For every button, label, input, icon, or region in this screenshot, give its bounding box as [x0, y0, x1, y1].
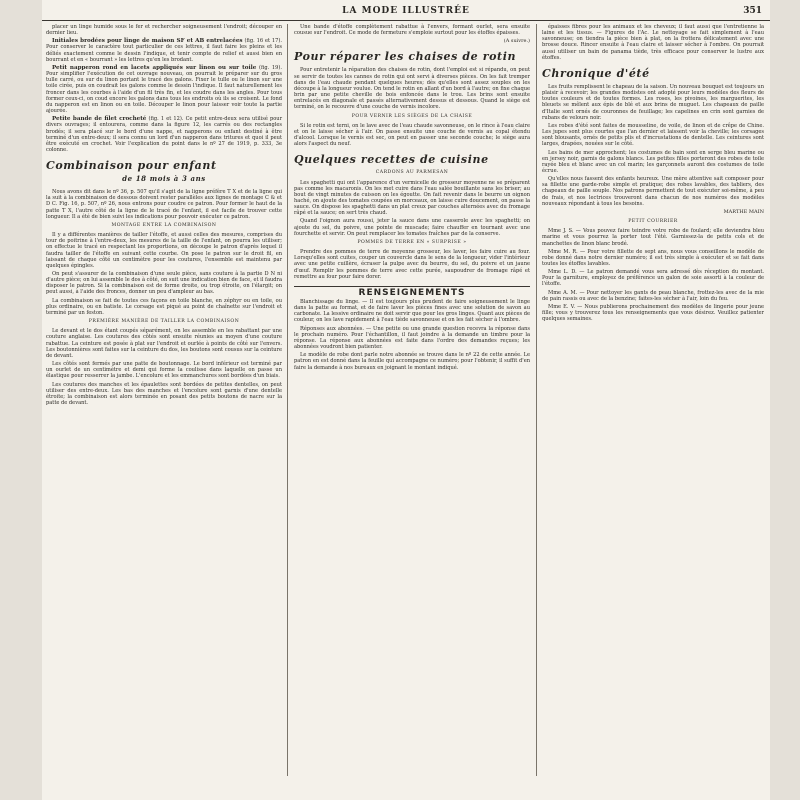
paragraph-text: Ce petit entre-deux sera utilisé pour divers ouvrages; il entourera, comme dans la figure 12, les carrés ou des rectangles brodés; il sera placé sur le bord d'une nappe, et napperons ou enfant destiné à être terminé d'un entre-deux; il sera connu un lord d'un napperon dans tritures et quoi il peut être exécuté en crochet. Voir l'explication du point dans le nº 27 de 1919, p. 333, 3e colonne. [46, 116, 283, 153]
subheading: MONTAGE ENTRE LA COMBINAISON [111, 222, 217, 228]
paragraph: Les bains de mer approchent; les costumes de bain sont en serge bleu marine ou en jersey noir, garnis de galons blancs. Les petites filles porteront des robes de toile rayée bleu et blanc avec un col marin; les garçonnets auront des costumes de toile écrue. [542, 149, 764, 174]
column-divider [536, 24, 537, 776]
section-lead: Petit napperon rond en lacets appliqués sur linon ou sur toile [52, 64, 257, 71]
article-title: Chronique d'été [542, 66, 650, 80]
paragraph: Mme L. D. — Le patron demandé vous sera adressé dès réception du montant. Pour la garniture, employez de préférence un galon de soie assorti à la couleur de l'étoffe. [542, 269, 764, 288]
article-title-line: de 18 mois à 3 ans [122, 174, 206, 184]
paragraph: Réponses aux abonnées. — Une petite ou une grande question recevra la réponse dans le prochain numéro. Pour l'échantillon, il faut joindre à la demande un timbre pour la réponse. La réponse aux abonnées est faite dans l'ordre des demandes reçues; les abonnées voudront bien patienter. [294, 325, 530, 351]
paragraph: La combinaison se fait de toutes ces façons en toile blanche, en zéphyr ou en toile, ou plus ordinaire, ou en batiste. Le corsage est piqué au point de chaînette sur l'endroit et terminé par un feston. [46, 297, 282, 316]
section-heading: RENSEIGNEMENTS [294, 286, 530, 296]
article-title: Quelques recettes de cuisine [294, 153, 489, 167]
section-lead: Petite bande de filet crocheté [52, 116, 147, 123]
paragraph: Les coutures des manches et les épaulettes sont bordées de petites dentelles, on peut utiliser des entre-deux. Les bas des manches et l'encolure sont garnis d'une dentelle étroite; la combinaison est alors terminée en posant des petits boutons de nacre sur la patte de devant. [46, 381, 282, 406]
paragraph [46, 116, 282, 153]
paragraph: Mme A. M. — Pour nettoyer les gants de peau blanche, frottez-les avec de la mie de pain rassis ou avec de la benzine; faites-les sécher à l'air, loin du feu. [542, 289, 764, 302]
paragraph [46, 65, 282, 114]
subheading: CARDONS AU PARMESAN [375, 170, 449, 176]
newspaper-page [42, 0, 770, 800]
subheading: POMMES DE TERRE EN « SURPRISE » [357, 239, 467, 245]
paragraph: Une bande d'étoffe complètement rabattue à l'envers, formant ourlet, sera ensuite cousue sur l'endroit. Ce mode de fermeture s'emploie surtout pour les étoffes épaisses. [294, 24, 530, 37]
paragraph: Nous avons dit dans le nº 36, p. 507 qu'il s'agit de la ligne préfère T X et de la ligne qui la suit à la combinaison de dessous doivent rester parallèles aux lignes de montage C & et D C. Fig. 16, p. 507, nº 26, nous entrons pour coudre ce patron. Pour former le haut de la patte T X, l'autre côté de la ligne de le tracé de l'enfant, il est facile de trouver cette longueur. Il a été de bien suivi les indications pour pouvoir exécuter ce patron. [46, 189, 282, 220]
figure-ref: (fig. 16 et 17). [244, 38, 282, 45]
subheading: PREMIÈRE MANIÈRE DE TAILLER LA COMBINAISON [88, 319, 240, 325]
column-1 [46, 24, 282, 408]
article-title-line: Combinaison pour enfant [46, 159, 217, 173]
masthead: LA MODE ILLUSTRÉE [342, 6, 470, 16]
paragraph-text: Pour conserver le caractère tout particulier de ces lettres, il faut faire les pleins et les déliés exactement comme le dessin l'indique, et tenir compte de relief et aussi bien en bourrant et en « bourrant » les lettres qu'en les brodant. [46, 44, 282, 63]
paragraph: Prendre des pommes de terre de moyenne grosseur, les laver, les faire cuire au four. Lorsqu'elles sont cuites, couper un couvercle dans le sens de la longueur, vider l'intérieur avec une petite cuillère, écraser la pulpe avec du beurre, du sel, du poivre et un jaune d'œuf. Remplir les pommes de terre avec cette purée, saupoudrer de fromage râpé et remettre au four pour faire dorer. [294, 249, 530, 280]
paragraph: Quand l'oignon aura roussi, jeter la sauce dans une casserole avec les spaghetti; on ajoute du sel, du poivre, une pointe de muscade; faire chauffer en tournant avec une fourchette et servir. On peut remplacer les tomates fraîches par de la conserve. [294, 218, 530, 237]
paragraph: Les robes d'été sont faites de mousseline, de voile, de linon et de crêpe de Chine. Les jupes sont plus courtes que l'an dernier et laissent voir la cheville; les corsages sont blousants, ornés de petits plis et d'incrustations de dentelle. Les ceintures sont larges, drapées, nouées sur le côté. [542, 122, 764, 148]
author-signature: MARTHE MAIN [723, 208, 764, 215]
paragraph: Blanchissage du linge. — Il est toujours plus prudent de faire soigneusement le linge dans la patte au format, et de faire laver les pièces fines avec une solution de savon au carbonate. La lessive ordinaire ne doit servir que pour les gros linges. Quant aux pièces de couleur, on les lave rapidement à l'eau tiède savonneuse et on les fait sécher à l'ombre. [294, 299, 530, 324]
paragraph [46, 38, 282, 63]
article-title [46, 159, 282, 185]
paragraph-text: Pour simplifier l'exécution de cet ouvrage nouveau, on pourrait le préparer sur du gros tulle carré, ou sur du linon portant le tracé des galons. Fixer le tulle ou le linon sur une toile cirée, puis on coudrait les galons comme le dessin l'indique. Il faut naturellement les froncer dans les courbes à l'aide d'un fil très fin, et les coudre dans les angles. Pour tous former ceux-ci, on coud encore les galons dans tous les endroits où ils se croisent. Le fond du napperon est en linon ou en toile. Découper le linon pour laisser voir toute la partie ajourée. [46, 71, 282, 115]
column-2 [294, 24, 530, 373]
subheading: POUR VERNIR LES SIÈGES DE LA CHAISE [351, 113, 473, 119]
column-3 [542, 24, 764, 324]
paragraph: Mme M. R. — Pour votre fillette de sept ans, nous vous conseillons le modèle de robe donné dans notre dernier numéro; il est très simple à exécuter et se fait dans toutes les étoffes lavables. [542, 248, 764, 267]
column-divider [287, 24, 288, 776]
paragraph: Les côtés sont fermés par une patte de boutonnage. Le bord inférieur est terminé par un ourlet de un centimètre et demi qui forme la coulisse dans laquelle on passe un élastique pour resserrer la jambe. L'encolure et les emmanchures sont bordées d'un biais. [46, 361, 282, 380]
paragraph: Mme J. S. — Vous pouvez faire teindre votre robe de foulard; elle deviendra bleu marine et vous pourrez la porter tout l'été. Garnissez-la de petits cols et de manchettes de linon blanc brodé. [542, 228, 764, 247]
subheading: PETIT COURRIER [628, 219, 678, 225]
page-number: 351 [743, 6, 762, 16]
figure-ref: (fig. 19). [258, 64, 282, 71]
paragraph: Les spaghetti qui ont l'apparence d'un vermicelle de grosseur moyenne ne se préparent pas comme les macaronis. On les met cuire dans l'eau salée bouillante sans les briser; au bout de vingt minutes de cuisson on les égoutte. On fait revenir dans le beurre un oignon haché, on ajoute des tomates coupées en morceaux, on laisse cuire doucement, on passe la sauce. On dispose les spaghetti dans un plat creux par couches alternées avec du fromage râpé et la sauce; on sert très chaud. [294, 179, 530, 217]
paragraph: On peut s'assurer de la combinaison d'une seule pièce, sans couture à la partie D N ni d'autre pièce; on lui assemble le dos à côté, on suit une indication bien de face, et il faudra disposer le patron. Si la combinaison est de forme droite, ou trop étroite, on l'élargit; on peut aussi, à l'aide des fronces, donner un peu d'ampleur au bas. [46, 271, 282, 296]
paragraph: placer un linge humide sous le fer et rechercher soigneusement l'endroit; découper en dernier lieu. [46, 24, 282, 37]
continuation-note: (A suivre.) [503, 38, 530, 45]
paragraph: Qu'elles nous fassent des enfants heureux. Une mère attentive sait composer pour sa fillette une garde-robe simple et pratique; des robes lavables, des tabliers, des chapeaux de paille souple. Nos patrons permettent de tout exécuter soi-même, à peu de frais, et nos lectrices trouveront dans chacun de nos numéros des modèles nouveaux répondant à tous les besoins. [542, 176, 764, 207]
paragraph: Le devant et le dos étant coupés séparément, on les assemble en les rabattant par une couture anglaise. Les coutures des côtés sont ensuite réunies au moyen d'une couture rabattue. La ceinture est posée à plat sur l'endroit et ourlée à points de côté sur l'envers. Les boutonnières sont faites sur la ceinture du dos, les boutons sont cousus sur la ceinture de devant. [46, 328, 282, 359]
paragraph: Si le rotin est terni, on le lave avec de l'eau chaude savonneuse, on le rince à l'eau claire et on le laisse sécher à l'air. On passe ensuite une couche de vernis au copal étendu d'alcool. Lorsque le vernis est sec, on peut en passer une seconde couche; le siège aura alors l'aspect du neuf. [294, 122, 530, 148]
header-rule [42, 20, 770, 21]
paragraph: épaisses fibres pour les animaux et les cheveux; il faut aussi que l'entretienne la laine et les tissus. — Figures de l'Ac. Le nettoyage se fait simplement à l'eau savonneuse; on tiendra la pièce bien à plat, on la frottera délicatement avec une brosse douce. Rincer ensuite à l'eau claire et laisser sécher à l'ombre. On pourrait aussi utiliser un bain de panama tiède, très efficace pour conserver le lustre aux étoffes. [542, 24, 764, 61]
section-lead: Initiales brodées pour linge de maison SF et AB entrelacées [52, 38, 243, 45]
figure-ref: (fig. 1 et 12). [148, 116, 184, 123]
paragraph: Le modèle de robe dont parle notre abonnée se trouve dans le nº 22 de cette année. Le patron en est donné dans la feuille qui accompagne ce numéro; pour l'obtenir, il suffit d'en faire la demande à nos bureaux en joignant le montant indiqué. [294, 352, 530, 371]
paragraph: Les fruits remplissent le chapeau de la saison. Un nouveau bouquet est toujours un plaisir à recevoir; les grandes modistes ont adopté pour leurs modèles des fleurs de toutes couleurs et de toutes formes. Les roses, les pivoines, les marguerites, les bleuets se mêlent aux épis de blé et aux brins de muguet. Les chapeaux de paille d'Italie sont ornés de couronnes de feuillage; les capelines en crin sont garnies de rubans de velours noir. [542, 83, 764, 121]
paragraph: Mme E. V. — Nous publierons prochainement des modèles de lingerie pour jeune fille; vous y trouverez tous les renseignements que vous désirez. Veuillez patienter quelques semaines. [542, 303, 764, 323]
article-title: Pour réparer les chaises de rotin [294, 50, 517, 64]
paragraph: Il y a différentes manières de tailler l'étoffe, et aussi celles des mesures, comprises du tour de poitrine à l'entre-deux, les mesures de la taille de l'enfant, on pourra les utiliser; on effectue le tracé en respectant les proportions, on découpe le patron d'après lequel il faudra tailler de l'étoffe en suivant cette courbe. On pose le patron sur le droit fil, en laissant de chaque côté un centimètre pour les coutures, l'ensemble est maintenu par quelques épingles. [46, 232, 282, 269]
paragraph: Pour entretenir la réparation des chaises de rotin, dont l'emploi est si répandu, on peut se servir de toutes les cannes de rotin qui ont servi à diverses pièces. On les fait tremper dans de l'eau chaude pendant quelques heures; dès qu'elles sont assez souples on les découpe à la longueur voulue. On tend le rotin en allant d'un bord à l'autre; on fixe chaque brin par une petite cheville de bois enfoncée dans le trou. Les brins sont ensuite entrelacés en diagonale et passés alternativement dessus et dessous. Quand le siège est terminé, on le recouvre d'une couche de vernis incolore. [294, 67, 530, 111]
